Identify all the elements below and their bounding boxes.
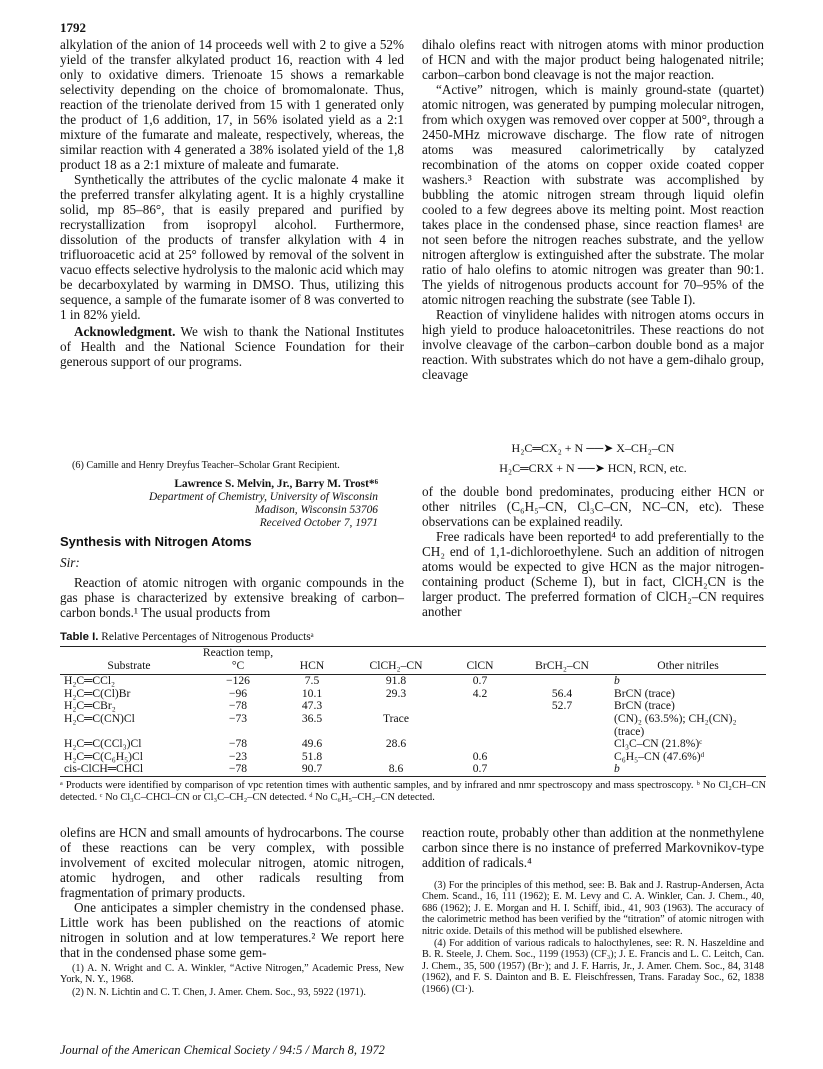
table-cell: H₂C═C(C₆H₅)Cl	[64, 749, 143, 763]
table-cell: H₂C═C(CCl₃)Cl	[64, 737, 142, 751]
footnotes-right	[422, 880, 764, 996]
table-cell: 90.7	[301, 762, 323, 776]
table-cell: 0.7	[472, 674, 488, 688]
author-block	[60, 478, 378, 530]
table-cell: 0.7	[472, 762, 488, 776]
paragraph: alkylation of the anion of 14 proceeds well with 2 to give a 52% yield of the transfer alkylated product 16, reaction with 4 led only to oxidative dimers. Trienoate 15 shows a remarkable selectivity depending on the choice of bromomalonate. Thus, reaction of the trienolate derived from 15 with 1 generated only the product of 1,6 addition, 17, in 56% isolated yield as a 2:1 mixture of the fumarate and maleate, respectively, whereas, the similar reaction with 4 generated a 38% isolated yield of the 1,8 product 18 as a 2:1 mixture of maleate and fumarate.	[60, 37, 404, 172]
table-cell: 52.7	[551, 699, 573, 713]
page-number: 1792	[60, 20, 86, 35]
acknowledgment	[60, 324, 404, 369]
table-cell: −73	[228, 711, 248, 725]
table-cell: Trace	[383, 711, 409, 725]
table-cell: 28.6	[385, 737, 407, 751]
table-row	[60, 738, 766, 751]
table-cell: 0.6	[472, 749, 488, 763]
table-caption	[60, 631, 314, 643]
table-cell: −126	[226, 674, 250, 688]
table-cell: −78	[228, 699, 248, 713]
table-header-row	[60, 647, 766, 675]
affiliation-city: Madison, Wisconsin 53706	[254, 504, 378, 516]
footnote-1: (1) A. N. Wright and C. A. Winkler, “Active Nitrogen,” Academic Press, New York, N. Y., 1968.	[60, 963, 404, 986]
paragraph: Reaction of atomic nitrogen with organic compounds in the gas phase is characterized by extensive breaking of carbon–carbon bonds.¹ The usual products from	[60, 575, 404, 620]
footnote-4: (4) For addition of various radicals to halocthylenes, see: R. N. Haszeldine and B. R. Steele, J. Chem. Soc., 1199 (1953) (CF₃); J. E. Francis and L. C. Leitch, Can. J. Chem., 35, 500 (1957) (Br·); and J. F. Harris, Jr., J. Amer. Chem. Soc., 84, 3148 (1962), and F. S. Dainton and B. E. Fleischfressen, Trans. Faraday Soc., 62, 1838 (1966) (Cl·).	[422, 938, 764, 995]
table-row	[60, 675, 766, 688]
table-cell: 49.6	[301, 737, 323, 751]
footnote-2: (2) N. N. Lichtin and C. T. Chen, J. Amer. Chem. Soc., 93, 5922 (1971).	[72, 986, 366, 998]
table-cell: cis-ClCH═CHCl	[64, 762, 144, 776]
table-row	[60, 713, 766, 738]
table-row	[60, 763, 766, 776]
table-cell	[446, 700, 514, 713]
table-cell: BrCN (trace)	[614, 686, 675, 700]
table-cell: 4.2	[472, 686, 488, 700]
table-row	[60, 751, 766, 764]
table-cell	[514, 763, 610, 776]
table-cell: b	[614, 762, 620, 776]
table-cell: 91.8	[385, 674, 407, 688]
right-column-top	[422, 37, 764, 382]
paragraph: One anticipates a simpler chemistry in the condensed phase. Little work has been published on the reactions of atomic nitrogen in solution and at low temperatures.² We report here that in the condensed phase some gem-	[60, 900, 404, 960]
footnote-6: (6) Camille and Henry Dreyfus Teacher–Scholar Grant Recipient.	[72, 460, 340, 471]
column-header: HCN	[299, 658, 325, 672]
ack-label: Acknowledgment.	[74, 324, 176, 339]
received-date: Received October 7, 1971	[259, 517, 378, 529]
table-cell: 7.5	[304, 674, 320, 688]
paragraph: dihalo olefins react with nitrogen atoms with minor production of HCN and with the major product being halogenated nitrile; carbon–carbon bond cleavage is not the major reaction.	[422, 37, 764, 82]
footnote-3: (3) For the principles of this method, see: B. Bak and J. Rastrup-Andersen, Acta Chem. Scand., 16, 111 (1962); E. M. Levy and C. A. Winkler, Can. J. Chem., 40, 686 (1962); J. E. Morgan and H. I. Schiff, ibid., 41, 903 (1963). The accuracy of the calorimetric method has been verified by the “titration” of atomic nitrogen with nitric oxide. Details of this method will be published elsewhere.	[422, 880, 764, 937]
column-header: ClCH₂–CN	[369, 658, 423, 672]
author-names: Lawrence S. Melvin, Jr., Barry M. Trost*⁶	[174, 478, 378, 490]
data-table	[60, 646, 766, 777]
table-cell: 56.4	[551, 686, 573, 700]
table-cell: −78	[228, 737, 248, 751]
affiliation: Department of Chemistry, University of Wisconsin	[148, 491, 378, 503]
table-cell: 51.8	[301, 749, 323, 763]
table-footnote: ᵃ Products were identified by comparison of vpc retention times with authentic samples, and by infrared and nmr spectroscopy and mass spectroscopy. ᵇ No Cl₂CH–CN detected. ᶜ No Cl₃C–CHCl–CN or Cl₃C–CH₂–CN detected. ᵈ No C₆H₅–CH₂–CN detected.	[60, 780, 766, 803]
right-column-mid	[422, 484, 764, 619]
table-cell: H₂C═C(CN)Cl	[64, 711, 135, 725]
paragraph: Reaction of vinylidene halides with nitrogen atoms occurs in high yield to produce haloacetonitriles. These reactions do not involve cleavage of the carbon–carbon double bond as a major reaction. With substrates which do not have a gem-dihalo group, cleavage	[422, 307, 764, 382]
column-header: ClCN	[466, 658, 494, 672]
table-cell	[446, 738, 514, 751]
paragraph: reaction route, probably other than addition at the nonmethylene carbon since there is no instance of preferred Markovnikov-type addition of radicals.⁴	[422, 825, 764, 870]
article-title: Synthesis with Nitrogen Atoms	[60, 534, 252, 549]
table-cell: 8.6	[388, 762, 404, 776]
left-column-top	[60, 37, 404, 369]
left-column-bottom	[60, 825, 404, 960]
column-header: BrCH₂–CN	[535, 658, 589, 672]
paragraph: olefins are HCN and small amounts of hydrocarbons. The course of these reactions can be very complex, with possible involvement of excited molecular nitrogen, atomic nitrogen, atomic hydrogen, and other radicals resulting from fragmentation of primary products.	[60, 825, 404, 900]
table-label: Table I.	[60, 631, 99, 643]
salutation: Sir:	[60, 555, 80, 570]
paragraph: of the double bond predominates, producing either HCN or other nitriles (C₆H₅–CN, Cl₃C–CN, NC–CN, etc). These observations can be explained readily.	[422, 484, 764, 529]
paragraph: “Active” nitrogen, which is mainly ground-state (quartet) atomic nitrogen, was generated by pumping molecular nitrogen, from which oxygen was removed over copper at 500°, through a 2450-MHz microwave discharge. The flow rate of nitrogen atoms was measured calorimetrically by catalyzed recombination of the atoms on copper oxide coated copper washers.³ Reaction with substrate was accomplished by bubbling the atomic nitrogen stream through liquid olefin cooled to a few degrees above its melting point. Most reaction takes place in the condensed phase, since reaction flames¹ are not seen before the nitrogen reaches substrate, and the yellow nitrogen afterglow is extinguished after the substrate. The molar ratio of halo olefins to atomic nitrogen was greater than 90:1. The yields of nitrogenous products account for 70–95% of the atomic nitrogen reaching the substrate (see Table I).	[422, 82, 764, 307]
table-cell	[514, 675, 610, 688]
table-cell: −23	[228, 749, 248, 763]
table-cell: 29.3	[385, 686, 407, 700]
table-cell: b	[614, 674, 620, 688]
table-cell	[514, 713, 610, 738]
table-cell: 47.3	[301, 699, 323, 713]
table-cell	[446, 713, 514, 738]
table-cell	[514, 751, 610, 764]
equation-2: H₂C═CRX + N ──➤ HCN, RCN, etc.	[499, 461, 687, 475]
table-cell: −78	[228, 762, 248, 776]
table-cell	[514, 738, 610, 751]
table-cell: H₂C═C(Cl)Br	[64, 686, 131, 700]
table-title: Relative Percentages of Nitrogenous Productsᵃ	[98, 631, 314, 643]
table-cell: −96	[228, 686, 248, 700]
table-cell: C₆H₅–CN (47.6%)ᵈ	[614, 749, 705, 763]
ack-text: We wish to thank the National Institutes of Health and the National Science Foundation for their generous support of our programs.	[60, 324, 404, 369]
table-cell: Cl₃C–CN (21.8%)ᶜ	[614, 737, 703, 751]
paragraph: Free radicals have been reported⁴ to add preferentially to the CH₂ end of 1,1-dichloroethylene. Such an addition of nitrogen atoms would be expected to give HCN as the major nitrogen-containing product (Scheme I), but in fact, ClCH₂CN is the larger product. The preferred formation of ClCH₂–CN requires another	[422, 529, 764, 619]
table-cell: BrCN (trace)	[614, 699, 675, 713]
equation-1: H₂C═CX₂ + N ──➤ X–CH₂–CN	[511, 441, 675, 455]
column-header: Substrate	[107, 658, 151, 672]
column-header: Other nitriles	[657, 658, 719, 672]
table-cell: H₂C═CBr₂	[64, 699, 116, 713]
table-cell: 36.5	[301, 711, 323, 725]
table-cell: H₂C═CCl₂	[64, 674, 116, 688]
footnotes-left	[60, 963, 404, 999]
journal-footer: Journal of the American Chemical Society / 94:5 / March 8, 1972	[60, 1043, 385, 1057]
paragraph: Synthetically the attributes of the cyclic malonate 4 make it the preferred transfer alkylating agent. It is a highly crystalline solid, mp 85–86°, that is easily prepared and purified by recrystallization from isopropyl alcohol. Furthermore, dissolution of the products of transfer alkylation with 4 in trifluoroacetic acid at 25° followed by removal of the solvent in vacuo effects selective hydrolysis to the malonic acid which may be decarboxylated by warming in DMSO. Thus, utilizing this sequence, a sample of the fumarate isomer of 8 was converted to 1 in 82% yield.	[60, 172, 404, 322]
column-header: Reaction temp, °C	[202, 646, 274, 672]
table-cell: 10.1	[301, 686, 323, 700]
table-cell: (CN)₂ (63.5%); CH₂(CN)₂ (trace)	[614, 711, 737, 738]
